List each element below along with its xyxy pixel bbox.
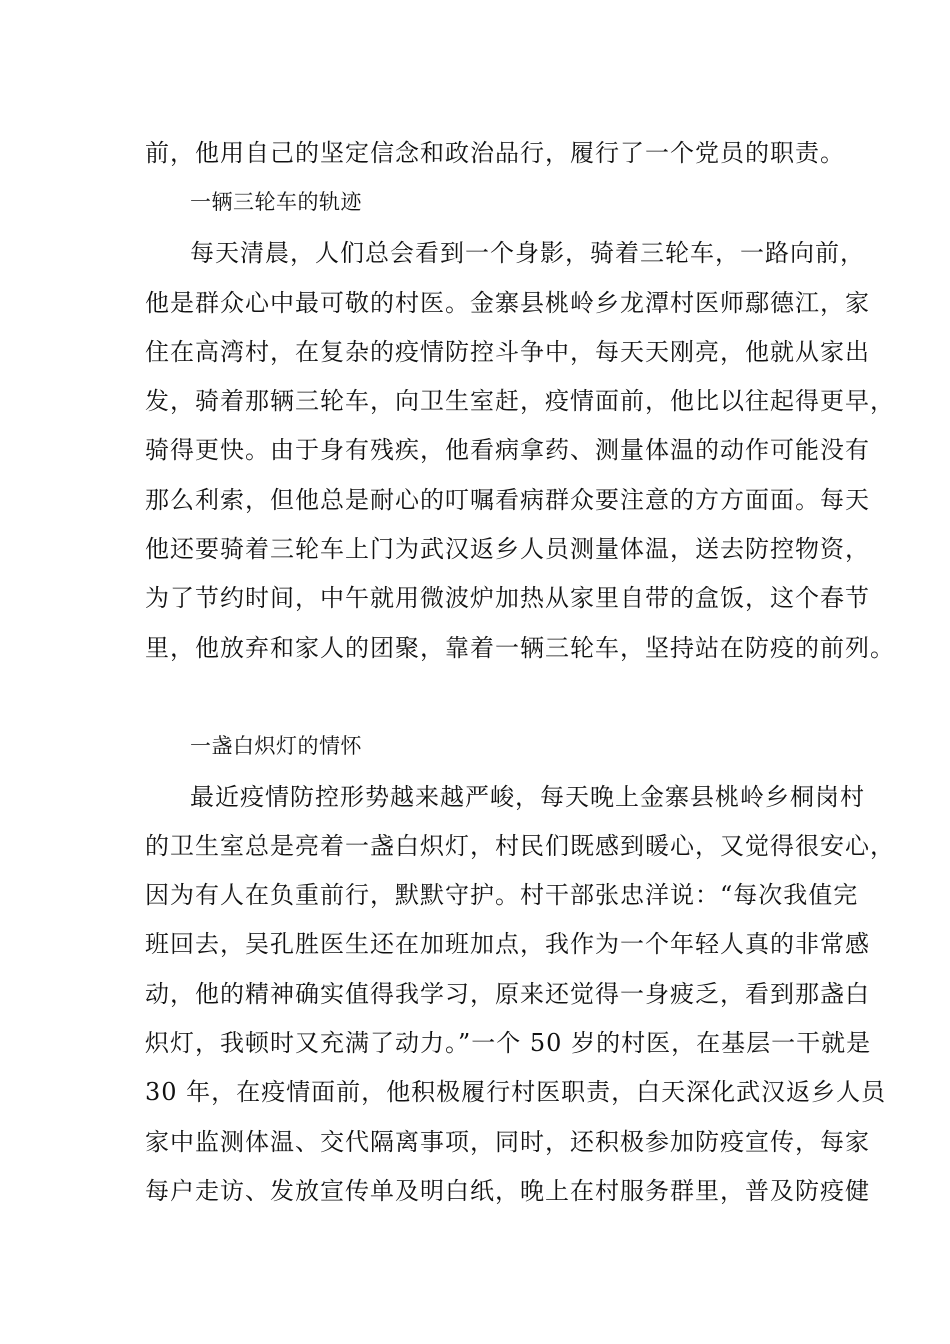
paragraph-line: 班回去，吴孔胜医生还在加班加点，我作为一个年轻人真的非常感 (145, 930, 870, 958)
paragraph-line: 发，骑着那辆三轮车，向卫生室赶，疫情面前，他比以往起得更早， (145, 387, 895, 415)
paragraph-line: 30 年，在疫情面前，他积极履行村医职责，白天深化武汉返乡人员 (145, 1078, 887, 1106)
paragraph-line: 每天清晨，人们总会看到一个身影，骑着三轮车，一路向前， (190, 239, 865, 267)
paragraph-line: 前，他用自己的坚定信念和政治品行，履行了一个党员的职责。 (145, 139, 845, 167)
paragraph-line: 每户走访、发放宣传单及明白纸，晚上在村服务群里，普及防疫健 (145, 1177, 870, 1205)
paragraph-line: 那么利索，但他总是耐心的叮嘱看病群众要注意的方方面面。每天 (145, 486, 870, 514)
paragraph-line: 住在高湾村，在复杂的疫情防控斗争中，每天天刚亮，他就从家出 (145, 338, 870, 366)
paragraph-line: 家中监测体温、交代隔离事项，同时，还积极参加防疫宣传，每家 (145, 1128, 870, 1156)
section-heading-tricycle: 一辆三轮车的轨迹 (190, 190, 362, 214)
paragraph-line: 动，他的精神确实值得我学习，原来还觉得一身疲乏，看到那盏白 (145, 980, 870, 1008)
paragraph-line: 他是群众心中最可敬的村医。金寨县桃岭乡龙潭村医师鄢德江，家 (145, 289, 870, 317)
paragraph-line: 炽灯，我顿时又充满了动力。”一个 50 岁的村医，在基层一干就是 (145, 1029, 872, 1057)
paragraph-line: 最近疫情防控形势越来越严峻，每天晚上金寨县桃岭乡桐岗村 (190, 783, 865, 811)
paragraph-line: 因为有人在负重前行，默默守护。村干部张忠洋说：“每次我值完 (145, 881, 859, 909)
paragraph-line: 的卫生室总是亮着一盏白炽灯，村民们既感到暖心，又觉得很安心， (145, 832, 895, 860)
section-heading-lamp: 一盏白炽灯的情怀 (190, 734, 362, 758)
paragraph-line: 里，他放弃和家人的团聚，靠着一辆三轮车，坚持站在防疫的前列。 (145, 634, 895, 662)
paragraph-line: 骑得更快。由于身有残疾，他看病拿药、测量体温的动作可能没有 (145, 436, 870, 464)
paragraph-line: 他还要骑着三轮车上门为武汉返乡人员测量体温，送去防控物资， (145, 535, 870, 563)
paragraph-line: 为了节约时间，中午就用微波炉加热从家里自带的盒饭，这个春节 (145, 584, 870, 612)
